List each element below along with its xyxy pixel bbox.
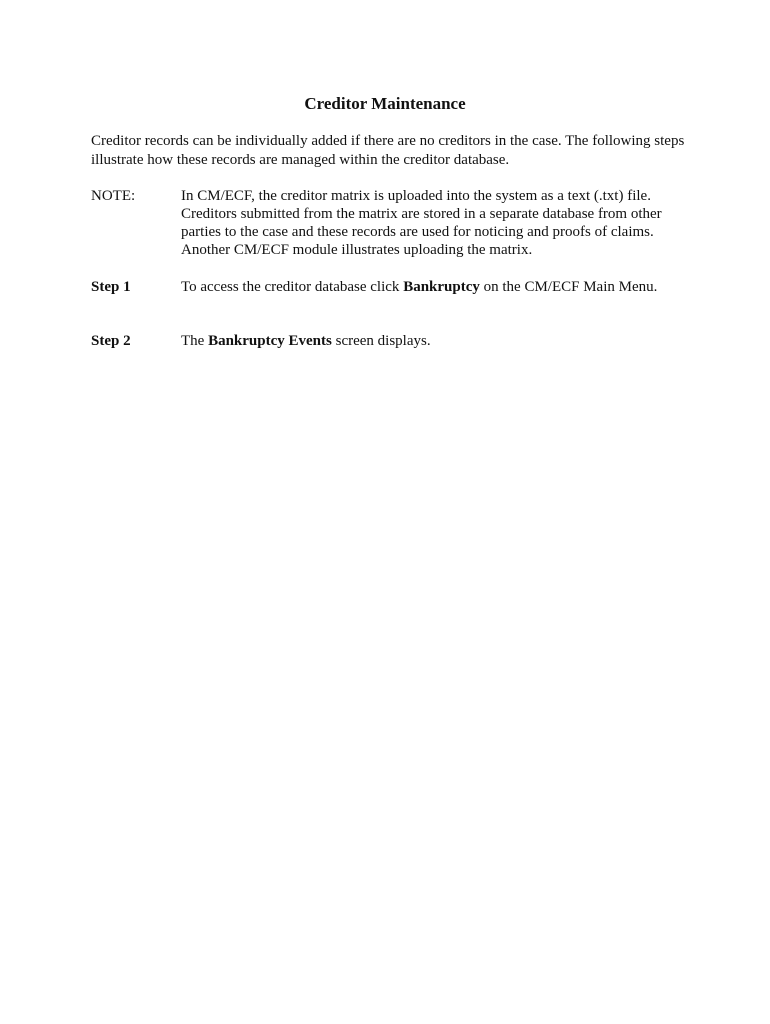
step-1-bold-term: Bankruptcy bbox=[403, 279, 480, 295]
step-2-bold-term: Bankruptcy Events bbox=[208, 333, 332, 349]
step-1-text-before: To access the creditor database click bbox=[181, 279, 404, 295]
step-1-label: Step 1 bbox=[91, 279, 131, 295]
intro-paragraph: Creditor records can be individually added if there are no creditors in the case. The following steps illustrate how these records are managed within the creditor database. bbox=[91, 133, 685, 168]
step-2-text-before: The bbox=[181, 333, 209, 349]
note-text: In CM/ECF, the creditor matrix is uploaded into the system as a text (.txt) file. Creditors submitted from the matrix are stored in a separate database from other parties to the case and these records are used for noticing and proofs of claims. Another CM/ECF module illustrates uploading the matrix. bbox=[181, 188, 662, 258]
step-1-text-after: on the CM/ECF Main Menu. bbox=[479, 279, 658, 295]
step-1-text bbox=[181, 278, 686, 296]
page-title: Creditor Maintenance bbox=[304, 94, 466, 113]
step-2-text bbox=[181, 332, 686, 350]
note-label: NOTE: bbox=[91, 188, 136, 204]
step-2-label: Step 2 bbox=[91, 333, 131, 349]
step-2-text-after: screen displays. bbox=[331, 333, 431, 349]
